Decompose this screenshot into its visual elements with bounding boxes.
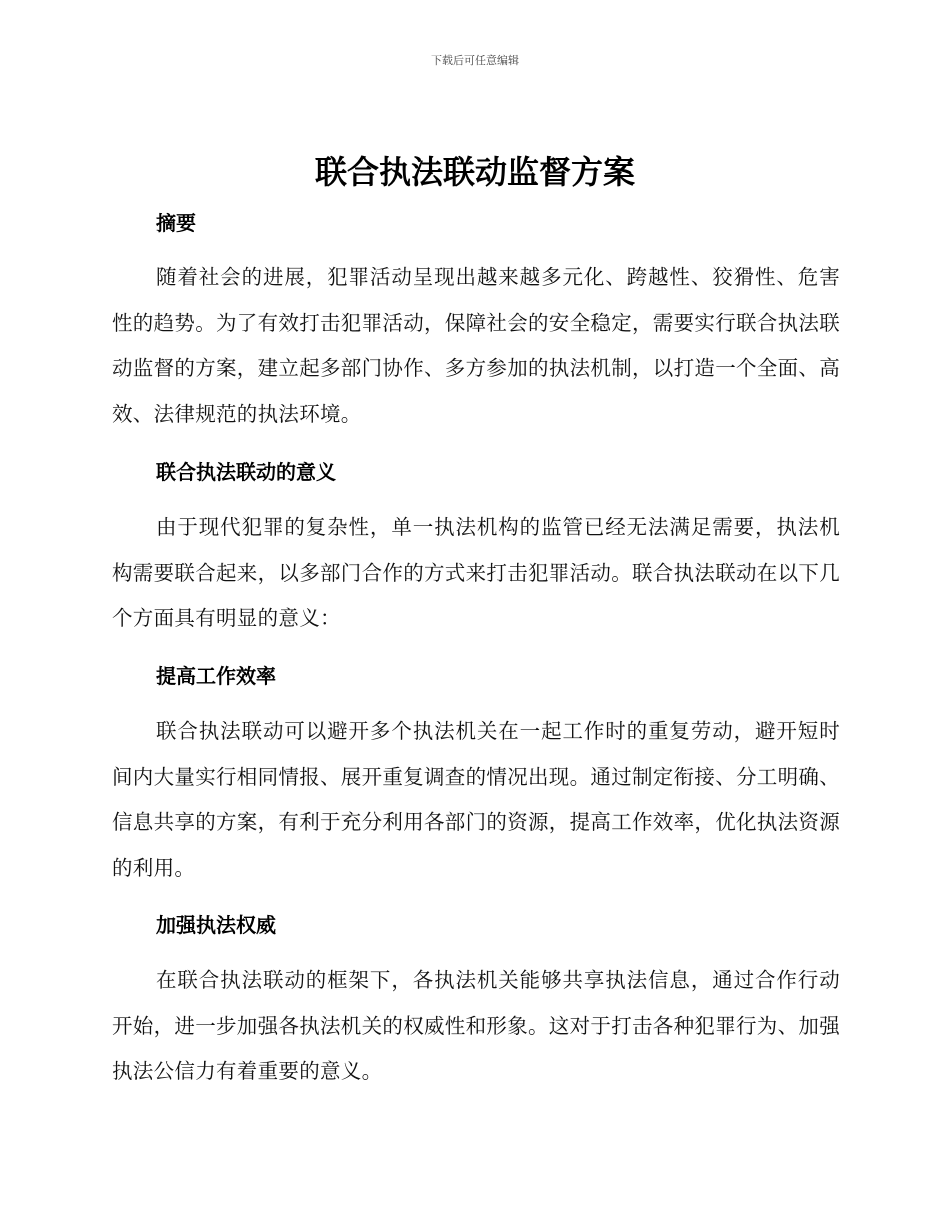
section-heading: 联合执法联动的意义 — [156, 460, 336, 484]
section-heading: 提高工作效率 — [156, 664, 276, 688]
section-abstract-heading-wrap — [112, 209, 840, 237]
section-efficiency-heading-wrap — [112, 662, 840, 690]
document-title: 联合执法联动监督方案 — [314, 153, 635, 191]
section-efficiency-body — [112, 709, 840, 891]
section-paragraph: 由于现代犯罪的复杂性，单一执法机构的监管已经无法满足需要，执法机构需要联合起来，以多部门合作的方式来打击犯罪活动。联合执法联动在以下几个方面具有明显的意义： — [112, 515, 840, 630]
section-significance-body — [112, 505, 840, 642]
section-heading: 加强执法权威 — [156, 913, 276, 937]
section-paragraph: 在联合执法联动的框架下，各执法机关能够共享执法信息，通过合作行动开始，进一步加强各执法机关的权威性和形象。这对于打击各种犯罪行为、加强执法公信力有着重要的意义。 — [112, 968, 840, 1083]
section-significance-heading-wrap — [112, 458, 840, 486]
section-abstract-body — [112, 255, 840, 437]
section-paragraph: 联合执法联动可以避开多个执法机关在一起工作时的重复劳动，避开短时间内大量实行相同情报、展开重复调查的情况出现。通过制定衔接、分工明确、信息共享的方案，有利于充分利用各部门的资源，提高工作效率，优化执法资源的利用。 — [112, 719, 840, 880]
page-header-note: 下载后可任意编辑 — [431, 54, 519, 67]
section-authority-body — [112, 958, 840, 1095]
section-authority-heading-wrap — [112, 911, 840, 939]
section-paragraph: 随着社会的进展，犯罪活动呈现出越来越多元化、跨越性、狡猾性、危害性的趋势。为了有效打击犯罪活动，保障社会的安全稳定，需要实行联合执法联动监督的方案，建立起多部门协作、多方参加的执法机制，以打造一个全面、高效、法律规范的执法环境。 — [112, 265, 840, 426]
section-heading: 摘要 — [156, 211, 196, 235]
